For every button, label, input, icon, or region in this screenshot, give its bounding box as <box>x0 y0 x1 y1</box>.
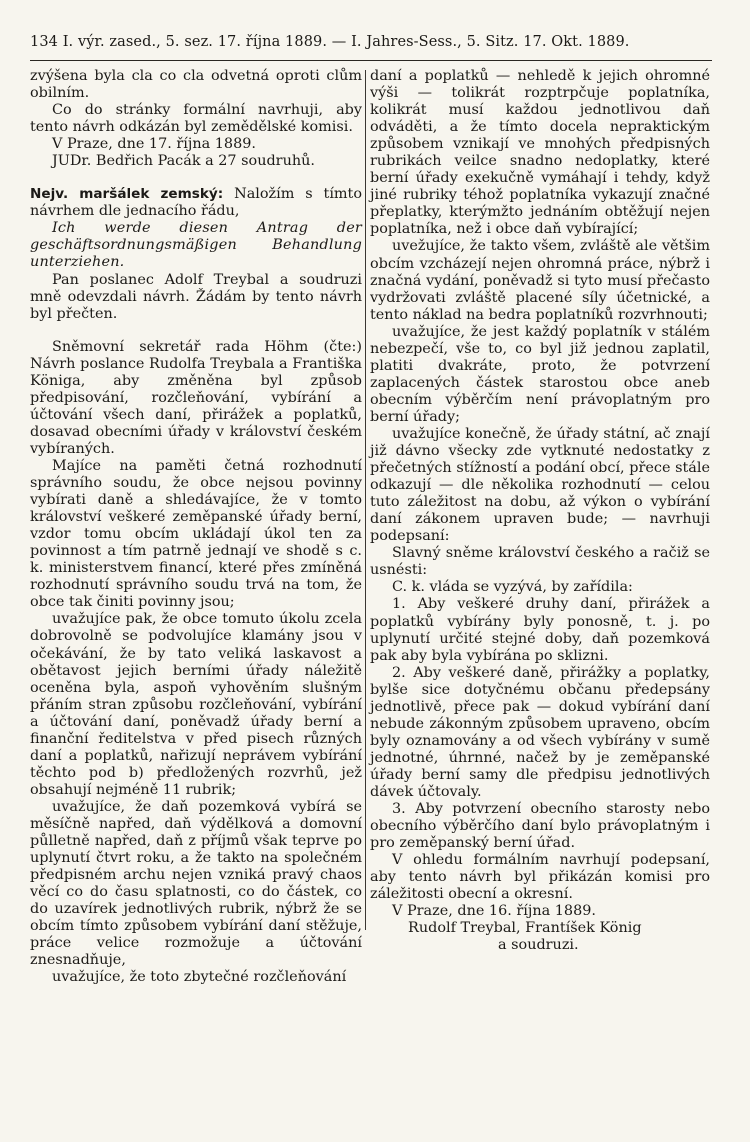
right-column <box>370 68 710 954</box>
right-item-1: 1. Aby veškeré druhy daní, přirážek a poplatků vybírány byly ponosně, t. j. po uplynutí určité stejné doby, daň pozemková pak aby byla vybírána po sklizni. <box>370 596 710 664</box>
left-paragraph-2: Co do stránky formální navrhuji, aby tento návrh odkázán byl zemědělské komisi. <box>30 102 362 136</box>
left-paragraph-8: uvažujíce, že daň pozemková vybírá se měsíčně napřed, daň výdělková a domovní půlletně napřed, daň z příjmů však teprve po uplynutí čtvrt roku, a že takto na společném předpisném archu nejen vzniká pravý chaos věcí co do času splatnosti, co do částek, co do uzavírek jednotlivých rubrik, nýbrž že se obcím tímto způsobem vybírání daní stěžuje, práce velice rozmožuje a účtování znesnadňuje, <box>30 798 362 969</box>
left-column <box>30 68 362 986</box>
running-title: I. výr. zased., 5. sez. 17. října 1889. — I. Jahres-Sess., 5. Sitz. 17. Okt. 1889. <box>62 34 630 50</box>
left-date: V Praze, dne 17. října 1889. <box>52 136 256 153</box>
right-signature-suffix: a soudruzi. <box>498 937 579 954</box>
right-paragraph-3: uvažujíce, že jest každý poplatník v stálém nebezpečí, vše to, co byl již jednou zaplatil, platiti dvakráte, proto, že potvrzení zaplacených částek starostou obce aneb obecním výběrčím není právoplatným pro berní úřady; <box>370 323 710 425</box>
secretary-reading: Sněmovní sekretář rada Höhm (čte:) Návrh poslance Rudolfa Treybala a Františka Königa, aby změněna byl způsob předpisování, rozčleňování, vybírání a účtování všech daní, přirážek a poplatků, dosavad obecními úřady v království českém vybíraných. <box>30 338 362 457</box>
right-paragraph-4: uvažujíce konečně, že úřady státní, ač znají již dávno všecky zde vytknuté nedostatky z přečetných stížností a podání obcí, přece stále odkazují — dle několika rozhodnutí — celou tuto záležitost na dobu, až výkon o vybírání daní zákonem upraven bude; — navrhuji podepsaní: <box>370 425 710 545</box>
right-paragraph-1: daní a poplatků — nehledě k jejich ohromné výši — tolikrát rozptrpčuje poplatníka, kolikrát musí každou jednotlivou daň odváděti, a že tímto docela nepraktickým způsobem vznikají ve mnohých předpisných rubrikách veilce snadno nedoplatky, které berní úřady exekučně vymáhají i tehdy, když jiné rubriky téhož poplatníka vykazují značné přeplatky, kterýmžto jednáním obtěžují nejen poplatníka, než i obce daň vybírající; <box>370 68 710 238</box>
left-paragraph-5: Pan poslanec Adolf Treybal a soudruzi mně odevzdali návrh. Žádám by tento návrh byl přečten. <box>30 271 362 322</box>
right-paragraph-2: uvežujíce, že takto všem, zvláště ale většim obcím vzcházejí nejen ohromná práce, nýbrž i značná vydání, poněvadž si tyto musí přečasto vydržovati zvláště placené síly účetnické, a tento náklad na bedra poplatníků rozvrhnouti; <box>370 238 710 323</box>
marshal-text: Naložím s tímto návrhem dle jednacího řádu, <box>30 186 363 220</box>
left-paragraph-7: uvažujíce pak, že obce tomuto úkolu zcela dobrovolně se podvolujíce klamány jsou v očekávání, že by tato veliká laskavost a obětavost jejich berními úřady náležitě oceněna byla, aspoň vyhověním slušným přáním stran způsobu rozčleňování, vybírání a účtování daní, poněvadž úřady berní a finanční ředitelstva v před pisech různých daní a poplatků, nařizují neprávem vybírání těchto pod b) předložených rozvrhů, jež obsahují nejméně 11 rubrik; <box>30 611 362 798</box>
right-paragraph-5: Slavný sněme království českého a račiž se usnésti: <box>370 545 710 579</box>
marshal-german: Ich werde diesen Antrag der geschäftsordnungsmäßigen Behandlung unterziehen. <box>30 220 362 271</box>
right-signature-names: Rudolf Treybal, Frantíšek König <box>408 920 642 937</box>
left-paragraph-6: Majíce na paměti četná rozhodnutí správního soudu, že obce nejsou povinny vybírati daně a shledávajíce, že v tomto království veškeré zeměpanské úřady berní, vzdor tomu obcím ukládají úkol ten za povinnost a tím patrně jednají ve shodě s c. k. ministerstvem financí, které přes zmíněná rozhodnutí správního soudu trvá na tom, že obce tak činiti povinny jsou; <box>30 457 362 611</box>
column-divider <box>365 70 366 930</box>
left-paragraph-9: uvažujíce, že toto zbytečné rozčleňování <box>52 969 347 986</box>
marshal-label: Nejv. maršálek zemský: <box>30 186 224 203</box>
right-paragraph-10: V ohledu formálním navrhují podepsaní, aby tento návrh byl přikázán komisi pro záležitosti obecní a okresní. <box>370 852 710 903</box>
marshal-statement <box>30 186 362 220</box>
right-date: V Praze, dne 16. října 1889. <box>392 903 596 920</box>
right-item-3: 3. Aby potvrzení obecního starosty nebo obecního výběrčího daní bylo právoplatným i pro zeměpanský berní úřad. <box>370 801 710 852</box>
left-signature: JUDr. Bedřich Pacák a 27 soudruhů. <box>52 153 315 170</box>
running-header <box>30 34 710 50</box>
header-rule <box>30 60 712 61</box>
left-paragraph-1: zvýšena byla cla co cla odvetná oproti clům obilním. <box>30 68 362 102</box>
right-paragraph-6: C. k. vláda se vyzývá, by zařídila: <box>392 579 633 596</box>
right-item-2: 2. Aby veškeré daně, přirážky a poplatky, bylše sice dotyčnému občanu předepsány jednotlivě, přece pak — dokud vybírání daní nebude zákonným způsobem upraveno, obcím byly oznamovány a od všech vybírány v sumě jednotné, úhrnné, načež by je zeměpanské úřady berní samy dle předpisu jednotlivých dávek účtovaly. <box>370 664 710 800</box>
page-number: 134 <box>30 34 58 50</box>
